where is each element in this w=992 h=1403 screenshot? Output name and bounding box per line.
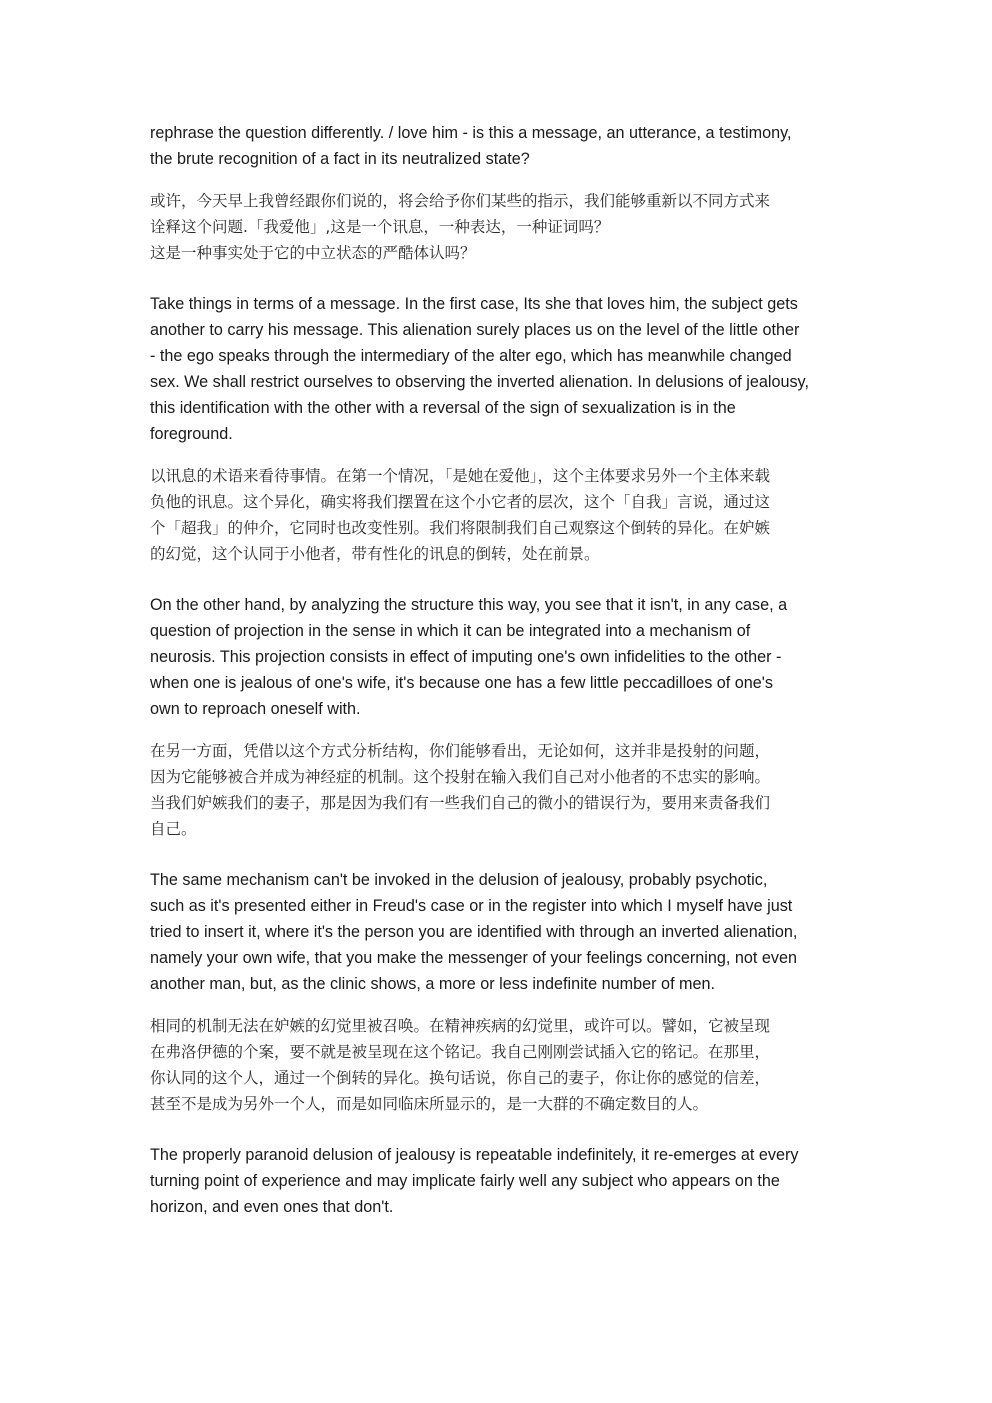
- text-line: 个「超我」的仲介，它同时也改变性别。我们将限制我们自己观察这个倒转的异化。在妒嫉: [150, 519, 771, 537]
- paragraph-en-1: [150, 120, 842, 172]
- text-line: 因为它能够被合并成为神经症的机制。这个投射在输入我们自己对小他者的不忠实的影响。: [150, 768, 771, 786]
- text-line: - the ego speaks through the intermediary of the alter ego, which has meanwhile changed: [150, 347, 792, 365]
- text-line: 甚至不是成为另外一个人，而是如同临床所显示的，是一大群的不确定数目的人。: [150, 1095, 709, 1113]
- paragraph-zh-1: [150, 188, 842, 266]
- text-line: 的幻觉，这个认同于小他者，带有性化的讯息的倒转，处在前景。: [150, 545, 600, 563]
- text-line: 相同的机制无法在妒嫉的幻觉里被召唤。在精神疾病的幻觉里，或许可以。譬如，它被呈现: [150, 1017, 771, 1035]
- text-line: another man, but, as the clinic shows, a more or less indefinite number of men.: [150, 975, 716, 993]
- text-line: 以讯息的术语来看待事情。在第一个情况，「是她在爱他」，这个主体要求另外一个主体来载: [150, 467, 771, 485]
- text-line: own to reproach oneself with.: [150, 700, 361, 718]
- text-line: 自己。: [150, 820, 197, 838]
- text-line: On the other hand, by analyzing the structure this way, you see that it isn't, in any case, a: [150, 596, 788, 614]
- text-line: Take things in terms of a message. In the first case, Its she that loves him, the subject gets: [150, 295, 798, 313]
- text-line: 诠释这个问题.「我爱他」,这是一个讯息，一种表达，一种证词吗？: [150, 218, 610, 236]
- text-line: another to carry his message. This alienation surely places us on the level of the little other: [150, 321, 800, 339]
- text-line: 负他的讯息。这个异化，确实将我们摆置在这个小它者的层次，这个「自我」言说，通过这: [150, 493, 771, 511]
- text-line: The properly paranoid delusion of jealousy is repeatable indefinitely, it re-emerges at every: [150, 1146, 799, 1164]
- text-line: such as it's presented either in Freud's case or in the register into which I myself have just: [150, 897, 793, 915]
- text-line: The same mechanism can't be invoked in the delusion of jealousy, probably psychotic,: [150, 871, 768, 889]
- text-line: question of projection in the sense in which it can be integrated into a mechanism of: [150, 622, 751, 640]
- text-line: when one is jealous of one's wife, it's because one has a few little peccadilloes of one's: [150, 674, 773, 692]
- paragraph-en-4: [150, 867, 842, 997]
- text-line: tried to insert it, where it's the person you are identified with through an inverted alienation,: [150, 923, 798, 941]
- text-line: 你认同的这个人，通过一个倒转的异化。换句话说，你自己的妻子，你让你的感觉的信差，: [150, 1069, 771, 1087]
- text-line: 在另一方面，凭借以这个方式分析结构，你们能够看出，无论如何，这并非是投射的问题，: [150, 742, 771, 760]
- text-line: 或许，今天早上我曾经跟你们说的，将会给予你们某些的指示，我们能够重新以不同方式来: [150, 192, 771, 210]
- text-line: 这是一种事实处于它的中立状态的严酷体认吗？: [150, 244, 476, 262]
- text-line: rephrase the question differently. / love him - is this a message, an utterance, a testimony,: [150, 124, 792, 142]
- paragraph-zh-2: [150, 463, 842, 567]
- paragraph-en-5: [150, 1142, 842, 1220]
- text-line: neurosis. This projection consists in effect of imputing one's own infidelities to the other -: [150, 648, 782, 666]
- paragraph-en-2: [150, 291, 842, 447]
- paragraph-en-3: [150, 592, 842, 722]
- text-line: this identification with the other with a reversal of the sign of sexualization is in the: [150, 399, 736, 417]
- document-page: [150, 120, 842, 1220]
- text-line: sex. We shall restrict ourselves to observing the inverted alienation. In delusions of jealousy,: [150, 373, 809, 391]
- paragraph-zh-3: [150, 738, 842, 842]
- text-line: turning point of experience and may implicate fairly well any subject who appears on the: [150, 1172, 780, 1190]
- paragraph-zh-4: [150, 1013, 842, 1117]
- text-line: 当我们妒嫉我们的妻子，那是因为我们有一些我们自己的微小的错误行为，要用来责备我们: [150, 794, 771, 812]
- text-line: foreground.: [150, 425, 233, 443]
- text-line: namely your own wife, that you make the messenger of your feelings concerning, not even: [150, 949, 797, 967]
- text-line: the brute recognition of a fact in its neutralized state?: [150, 150, 530, 168]
- text-line: horizon, and even ones that don't.: [150, 1198, 394, 1216]
- text-line: 在弗洛伊德的个案，要不就是被呈现在这个铭记。我自己刚刚尝试插入它的铭记。在那里，: [150, 1043, 771, 1061]
